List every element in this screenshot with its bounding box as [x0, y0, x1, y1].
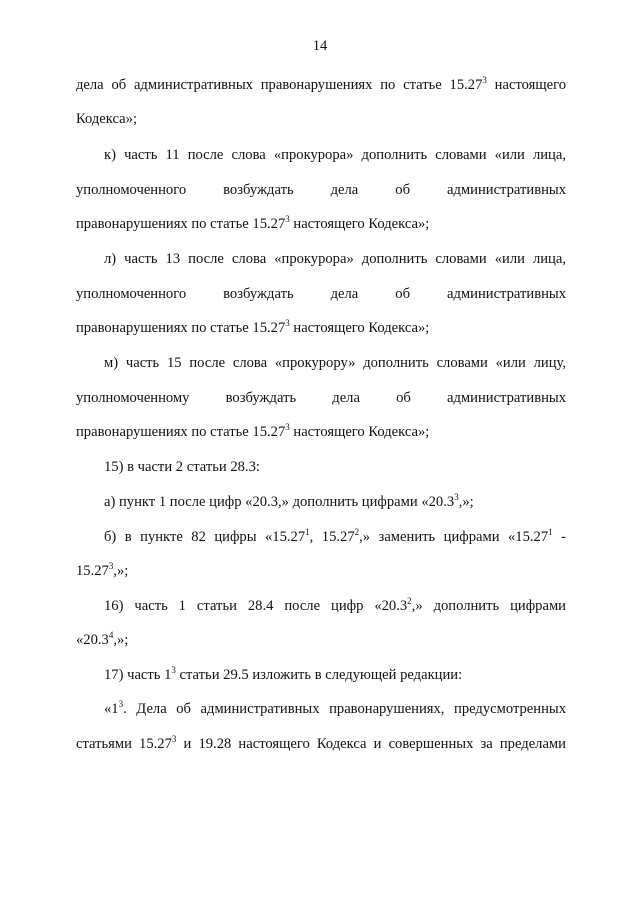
text-line: б) в пункте 82 цифры «15.27$^1$, 15.27$^2$,» заменить цифрами «15.27$^1$ -: [104, 527, 566, 545]
text-line: а) пункт 1 после цифр «20.3,» дополнить цифрами «20.3$^3$,»;: [104, 492, 474, 510]
text-line: 17) часть $1^3$ статьи 29.5 изложить в следующей редакции:: [104, 665, 463, 683]
text-line: правонарушениях по статье 15.27$^3$ настоящего Кодекса»;: [76, 422, 430, 440]
text-line: дела об административных правонарушениях по статье 15.27$^3$ настоящего: [76, 75, 566, 93]
text-line: л) часть 13 после слова «прокурора» дополнить словами «или лица,: [104, 251, 566, 267]
text-line: уполномоченному возбуждать дела об административных: [76, 390, 566, 406]
text-line: к) часть 11 после слова «прокурора» дополнить словами «или лица,: [104, 147, 566, 163]
text-line: уполномоченного возбуждать дела об административных: [76, 182, 566, 198]
text-line: Кодекса»;: [76, 111, 137, 127]
text-line: статьями 15.27$^3$ и 19.28 настоящего Кодекса и совершенных за пределами: [76, 734, 566, 752]
text-line: уполномоченного возбуждать дела об административных: [76, 286, 566, 302]
text-line: «20.3$^4$,»;: [76, 630, 129, 648]
text-line: 16) часть 1 статьи 28.4 после цифр «20.3$^2$,» дополнить цифрами: [104, 596, 566, 614]
text-line: правонарушениях по статье 15.27$^3$ настоящего Кодекса»;: [76, 318, 430, 336]
text-line: «$1^3$. Дела об административных правонарушениях, предусмотренных: [104, 699, 566, 717]
text-line: правонарушениях по статье 15.27$^3$ настоящего Кодекса»;: [76, 214, 430, 232]
text-line: м) часть 15 после слова «прокурору» дополнить словами «или лицу,: [104, 355, 566, 371]
page-number: 14: [312, 38, 328, 54]
text-line: 15.27$^3$,»;: [76, 561, 129, 579]
text-line: 15) в части 2 статьи 28.3:: [104, 459, 260, 475]
